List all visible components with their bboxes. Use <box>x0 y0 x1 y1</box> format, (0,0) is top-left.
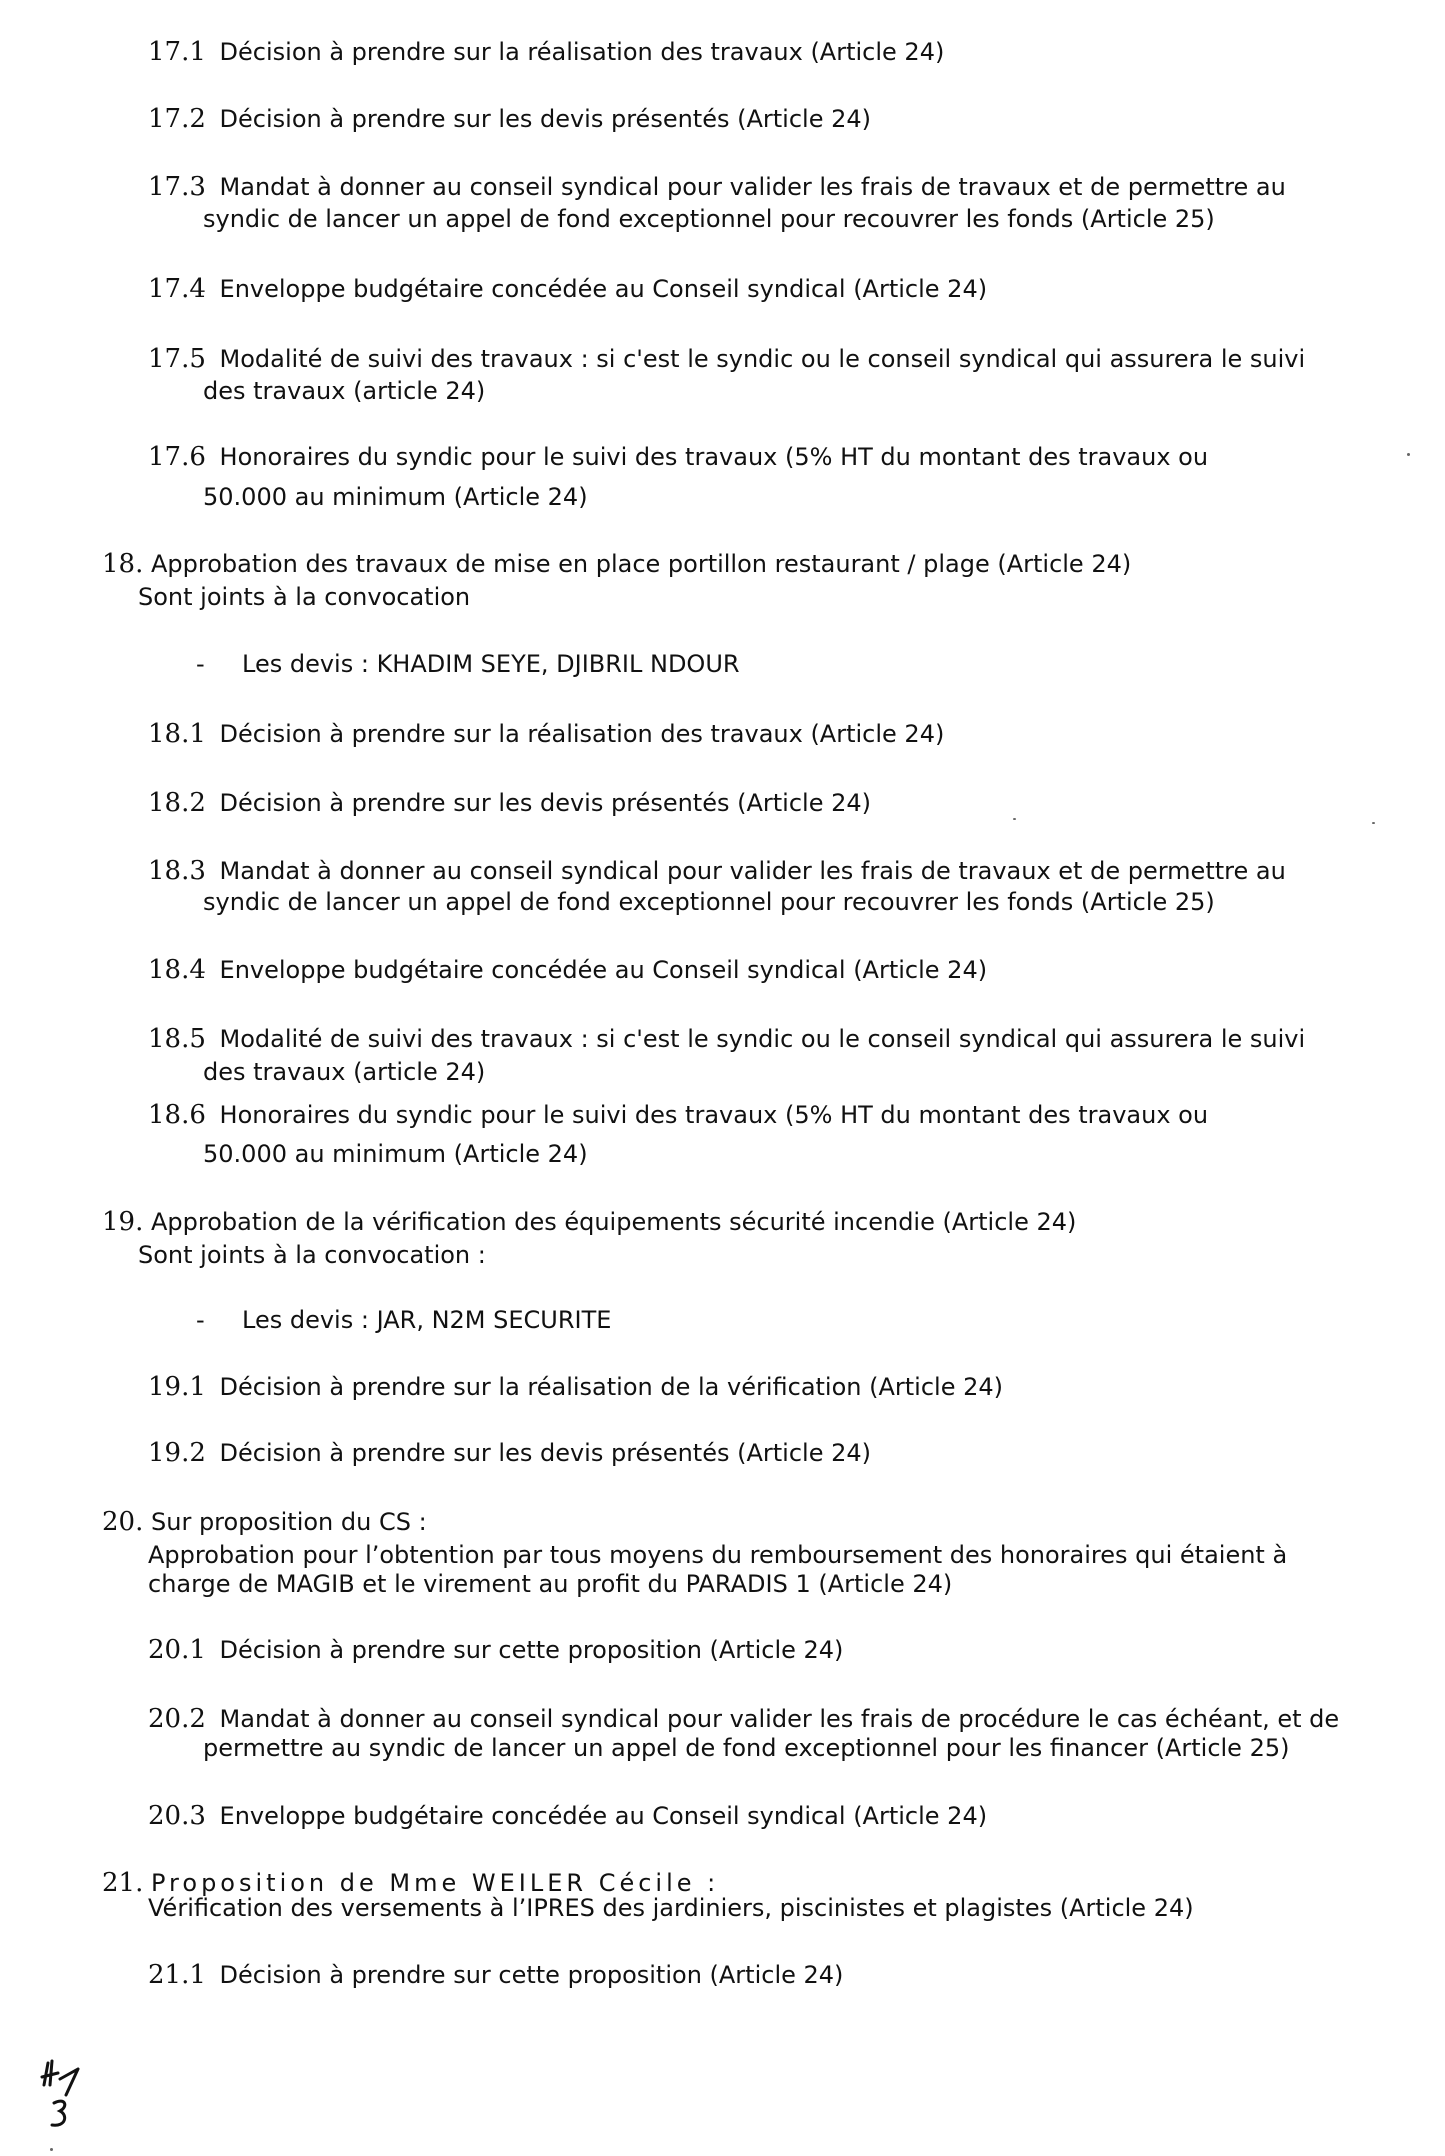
section-19-heading <box>102 1206 1076 1239</box>
item-number: 18.3 <box>148 856 206 886</box>
item-number: 18.1 <box>148 719 206 749</box>
section-title: Proposition de Mme WEILER Cécile : <box>151 1869 720 1897</box>
item-17-1 <box>148 36 944 69</box>
item-17-6 <box>148 441 1208 474</box>
item-number: 20.1 <box>148 1635 206 1665</box>
section-20-line3: charge de MAGIB et le virement au profit du PARADIS 1 (Article 24) <box>148 1570 953 1598</box>
item-number: 18.6 <box>148 1100 206 1130</box>
item-number: 17.6 <box>148 442 206 472</box>
item-text: Enveloppe budgétaire concédée au Conseil syndical (Article 24) <box>219 1802 988 1830</box>
item-number: 18.5 <box>148 1024 206 1054</box>
scan-speck <box>1013 818 1016 820</box>
item-number: 17.5 <box>148 344 206 374</box>
item-text: Décision à prendre sur les devis présentés (Article 24) <box>219 1439 871 1467</box>
item-17-4 <box>148 273 987 306</box>
item-text: Enveloppe budgétaire concédée au Conseil syndical (Article 24) <box>219 956 988 984</box>
item-text: Décision à prendre sur la réalisation des travaux (Article 24) <box>219 720 945 748</box>
item-text: Décision à prendre sur cette proposition (Article 24) <box>219 1636 844 1664</box>
section-18-heading <box>102 548 1131 581</box>
item-text: Décision à prendre sur les devis présentés (Article 24) <box>219 105 871 133</box>
section-title: Sur proposition du CS : <box>151 1508 427 1536</box>
item-18-3-cont: syndic de lancer un appel de fond exceptionnel pour recouvrer les fonds (Article 25) <box>203 888 1215 916</box>
item-text: Enveloppe budgétaire concédée au Conseil syndical (Article 24) <box>219 275 988 303</box>
item-text: Modalité de suivi des travaux : si c'est le syndic ou le conseil syndical qui assurera le suivi <box>219 1025 1306 1053</box>
item-20-3 <box>148 1800 987 1833</box>
item-number: 17.2 <box>148 104 206 134</box>
item-number: 17.1 <box>148 37 206 67</box>
item-text: Modalité de suivi des travaux : si c'est le syndic ou le conseil syndical qui assurera le suivi <box>219 345 1306 373</box>
item-number: 21.1 <box>148 1960 206 1990</box>
section-18-joined: Sont joints à la convocation <box>138 583 471 611</box>
section-19-devis: Les devis : JAR, N2M SECURITE <box>242 1306 612 1334</box>
handwritten-initials <box>38 2055 88 2135</box>
section-number: 20. <box>102 1507 144 1537</box>
scan-speck <box>1372 822 1375 824</box>
item-text: Mandat à donner au conseil syndical pour valider les frais de travaux et de permettre au <box>219 173 1286 201</box>
item-17-5 <box>148 343 1305 376</box>
scan-speck <box>1407 453 1410 456</box>
item-18-5 <box>148 1023 1305 1056</box>
item-18-3 <box>148 855 1286 888</box>
item-number: 18.4 <box>148 955 206 985</box>
section-title: Approbation de la vérification des équipements sécurité incendie (Article 24) <box>151 1208 1077 1236</box>
section-20-line2: Approbation pour l’obtention par tous moyens du remboursement des honoraires qui étaient à <box>148 1541 1288 1569</box>
section-title: Approbation des travaux de mise en place portillon restaurant / plage (Article 24) <box>151 550 1132 578</box>
item-18-1 <box>148 718 944 751</box>
section-19-joined: Sont joints à la convocation : <box>138 1241 486 1269</box>
item-19-2 <box>148 1437 871 1470</box>
item-text: Mandat à donner au conseil syndical pour valider les frais de travaux et de permettre au <box>219 857 1286 885</box>
item-18-5-cont: des travaux (article 24) <box>203 1058 486 1086</box>
item-19-1 <box>148 1371 1003 1404</box>
scan-speck <box>50 2148 53 2151</box>
item-number: 20.3 <box>148 1801 206 1831</box>
section-18-dash: - <box>196 650 205 678</box>
item-number: 20.2 <box>148 1704 206 1734</box>
item-text: Mandat à donner au conseil syndical pour valider les frais de procédure le cas échéant, et de <box>219 1705 1340 1733</box>
section-20-heading <box>102 1506 427 1539</box>
item-number: 19.2 <box>148 1438 206 1468</box>
section-number: 18. <box>102 549 144 579</box>
item-18-4 <box>148 954 987 987</box>
item-text: Honoraires du syndic pour le suivi des travaux (5% HT du montant des travaux ou <box>219 443 1209 471</box>
item-17-3-cont: syndic de lancer un appel de fond exceptionnel pour recouvrer les fonds (Article 25) <box>203 205 1215 233</box>
item-20-2-cont: permettre au syndic de lancer un appel de fond exceptionnel pour les financer (Article 25) <box>203 1734 1290 1762</box>
item-17-2 <box>148 103 871 136</box>
item-21-1 <box>148 1959 843 1992</box>
section-21-line2: Vérification des versements à l’IPRES des jardiniers, piscinistes et plagistes (Article 24) <box>148 1894 1194 1922</box>
item-number: 17.3 <box>148 172 206 202</box>
item-text: Décision à prendre sur les devis présentés (Article 24) <box>219 789 871 817</box>
item-18-6 <box>148 1099 1208 1132</box>
item-number: 19.1 <box>148 1372 206 1402</box>
item-text: Décision à prendre sur cette proposition (Article 24) <box>219 1961 844 1989</box>
section-19-dash: - <box>196 1306 205 1334</box>
item-17-3 <box>148 171 1286 204</box>
section-18-devis: Les devis : KHADIM SEYE, DJIBRIL NDOUR <box>242 650 740 678</box>
item-18-6-cont: 50.000 au minimum (Article 24) <box>203 1140 588 1168</box>
item-number: 18.2 <box>148 788 206 818</box>
item-20-1 <box>148 1634 843 1667</box>
section-number: 19. <box>102 1207 144 1237</box>
section-number: 21. <box>102 1868 144 1898</box>
item-17-6-cont: 50.000 au minimum (Article 24) <box>203 483 588 511</box>
item-text: Décision à prendre sur la réalisation de la vérification (Article 24) <box>219 1373 1004 1401</box>
item-18-2 <box>148 787 871 820</box>
item-text: Honoraires du syndic pour le suivi des travaux (5% HT du montant des travaux ou <box>219 1101 1209 1129</box>
item-text: Décision à prendre sur la réalisation des travaux (Article 24) <box>219 38 945 66</box>
item-17-5-cont: des travaux (article 24) <box>203 377 486 405</box>
item-number: 17.4 <box>148 274 206 304</box>
